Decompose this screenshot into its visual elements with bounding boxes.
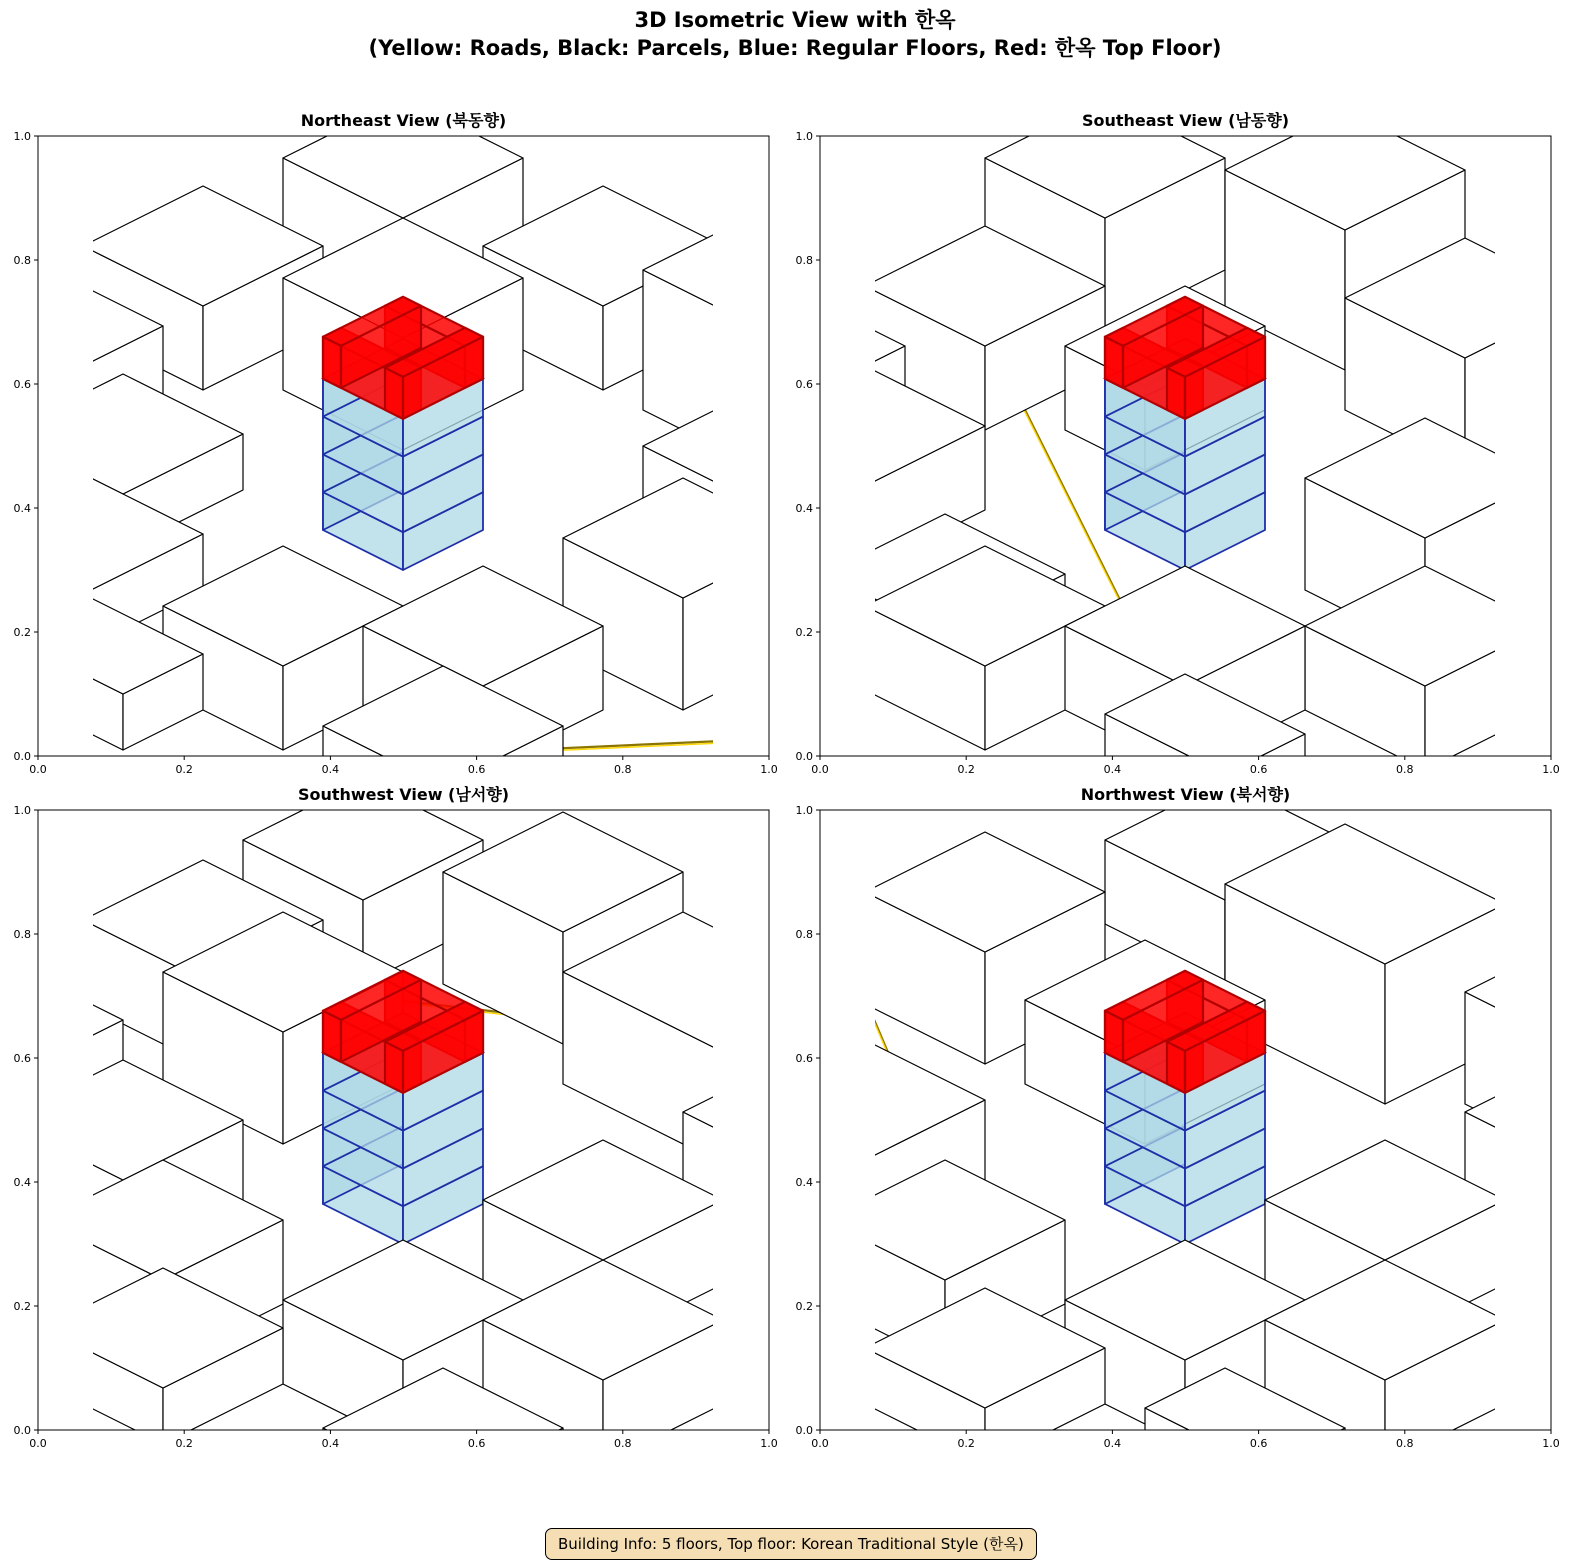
- y-tick-label: 0.2: [795, 1300, 813, 1313]
- y-tick-label: 0.2: [13, 626, 31, 639]
- figure-title: [0, 6, 1590, 62]
- x-tick-label: 1.0: [760, 1437, 778, 1450]
- y-tick-label: 0.8: [795, 928, 813, 941]
- x-tick-label: 1.0: [760, 763, 778, 776]
- parcel-face: [1585, 992, 1590, 1164]
- x-tick-label: 0.0: [29, 1437, 47, 1450]
- y-tick-label: 0.0: [13, 1424, 31, 1437]
- panel-northwest: [782, 784, 1572, 1484]
- x-tick-label: 0.2: [175, 763, 193, 776]
- y-tick-label: 1.0: [795, 804, 813, 817]
- parcel-face: [443, 1428, 563, 1544]
- panel-northeast: [0, 110, 790, 810]
- x-tick-label: 0.0: [29, 763, 47, 776]
- parcel-face: [0, 394, 3, 494]
- y-tick-label: 0.8: [795, 254, 813, 267]
- y-tick-label: 0.0: [13, 750, 31, 763]
- panel-title: Southwest View (남서향): [297, 785, 510, 804]
- parcel-face: [1505, 390, 1590, 590]
- x-tick-label: 0.6: [1249, 1437, 1268, 1450]
- target-building: [1105, 971, 1265, 1244]
- x-tick-label: 0.4: [321, 1437, 340, 1450]
- panel-plot: [782, 110, 1572, 790]
- x-tick-label: 0.8: [614, 1437, 632, 1450]
- panel-plot: [0, 110, 790, 790]
- x-tick-label: 0.2: [957, 1437, 975, 1450]
- parcel-face: [1505, 330, 1590, 450]
- y-tick-label: 0.8: [13, 928, 31, 941]
- panel-plot: [0, 784, 790, 1464]
- x-tick-label: 0.8: [1396, 763, 1414, 776]
- building-info-box: Building Info: 5 floors, Top floor: Korean Traditional Style (한옥): [545, 1528, 1037, 1560]
- target-building: [323, 971, 483, 1244]
- y-tick-label: 0.4: [13, 502, 31, 515]
- panel-southwest: [0, 784, 790, 1484]
- parcel-face: [0, 1108, 43, 1228]
- x-tick-label: 0.6: [467, 1437, 486, 1450]
- panel-southeast: [782, 110, 1572, 810]
- y-tick-label: 0.2: [13, 1300, 31, 1313]
- x-tick-label: 0.4: [1103, 1437, 1122, 1450]
- y-tick-label: 1.0: [13, 130, 31, 143]
- y-tick-label: 0.4: [795, 1176, 813, 1189]
- target-building: [323, 297, 483, 570]
- panel-title: Northeast View (북동향): [300, 111, 507, 130]
- x-tick-label: 0.8: [614, 763, 632, 776]
- y-tick-label: 0.2: [795, 626, 813, 639]
- x-tick-label: 0.4: [321, 763, 340, 776]
- y-tick-label: 0.6: [795, 1052, 813, 1065]
- parcel-face: [323, 1428, 443, 1544]
- x-tick-label: 1.0: [1542, 1437, 1560, 1450]
- parcel-face: [0, 1020, 3, 1164]
- y-tick-label: 0.8: [13, 254, 31, 267]
- panel-plot: [782, 784, 1572, 1464]
- x-tick-label: 0.6: [467, 763, 486, 776]
- x-tick-label: 0.2: [175, 1437, 193, 1450]
- y-tick-label: 0.4: [795, 502, 813, 515]
- y-tick-label: 0.6: [795, 378, 813, 391]
- y-tick-label: 0.0: [795, 1424, 813, 1437]
- parcel-face: [0, 326, 43, 470]
- parcel-face: [1265, 1428, 1345, 1524]
- x-tick-label: 0.4: [1103, 763, 1122, 776]
- y-tick-label: 0.6: [13, 378, 31, 391]
- y-tick-label: 1.0: [13, 804, 31, 817]
- y-tick-label: 0.6: [13, 1052, 31, 1065]
- y-tick-label: 0.0: [795, 750, 813, 763]
- y-tick-label: 0.4: [13, 1176, 31, 1189]
- x-tick-label: 0.6: [1249, 763, 1268, 776]
- x-tick-label: 0.8: [1396, 1437, 1414, 1450]
- x-tick-label: 1.0: [1542, 763, 1560, 776]
- x-tick-label: 0.0: [811, 763, 829, 776]
- target-building: [1105, 297, 1265, 570]
- x-tick-label: 0.2: [957, 763, 975, 776]
- y-tick-label: 1.0: [795, 130, 813, 143]
- parcel-face: [0, 434, 3, 550]
- figure-title-line-2: (Yellow: Roads, Black: Parcels, Blue: Regular Floors, Red: 한옥 Top Floor): [368, 36, 1222, 60]
- panel-title: Northwest View (북서향): [1080, 785, 1291, 804]
- figure-title-line-1: 3D Isometric View with 한옥: [634, 8, 956, 32]
- parcel-face: [1585, 1112, 1590, 1284]
- x-tick-label: 0.0: [811, 1437, 829, 1450]
- panel-title: Southeast View (남동향): [1081, 111, 1290, 130]
- parcel-face: [0, 534, 83, 650]
